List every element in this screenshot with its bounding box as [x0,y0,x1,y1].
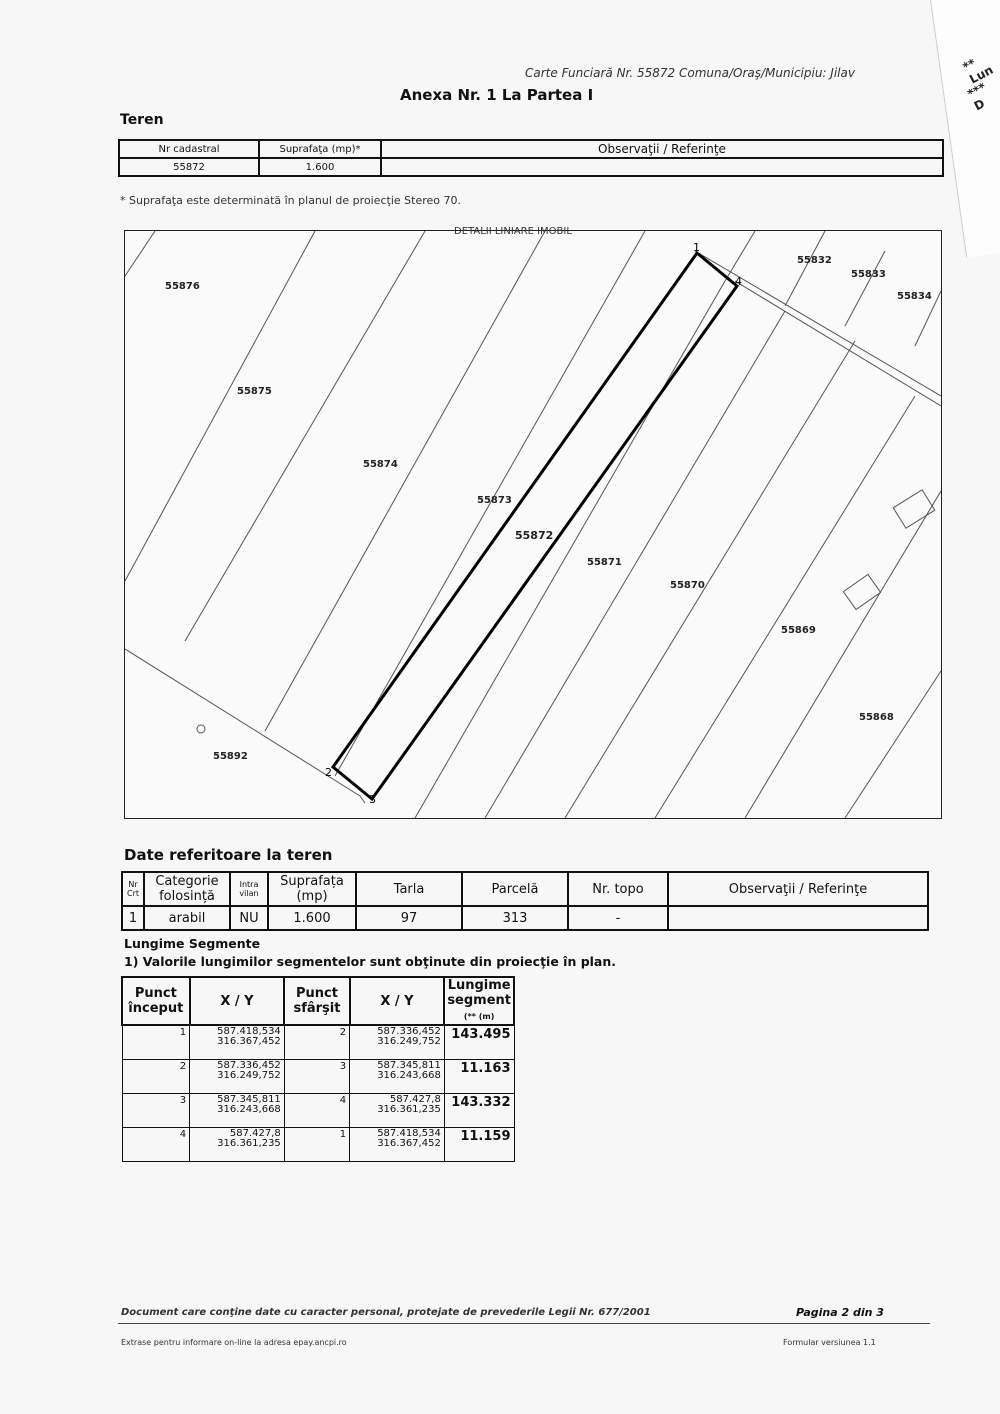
extract-notice: Extrase pentru informare on-line la adresa epay.ancpi.ro [121,1338,347,1347]
parcel-label: 55833 [851,269,886,280]
coord-y: 316.249,752 [377,1036,441,1047]
teren-heading: Teren [120,112,164,128]
cell-end: 1 [284,1128,349,1162]
boundary-line [725,231,755,281]
building-outline [843,574,880,609]
coord-y: 316.361,235 [217,1138,281,1149]
coord-x: 587.427,8 [389,1094,441,1105]
cell-categorie: arabil [144,906,230,930]
cell-tarla: 97 [356,906,462,930]
table-row [122,1128,514,1162]
coord-x: 587.345,811 [217,1094,281,1105]
boundary-line [485,311,785,818]
parcel-label: 55876 [165,281,200,292]
marker-circle [197,725,205,733]
coord-x: 587.336,452 [217,1060,281,1071]
map-drawing [125,231,941,818]
cell-start: 4 [122,1128,190,1162]
parcel-boundaries [125,231,941,818]
point-label: 4 [735,275,742,288]
coord-x: 587.427,8 [229,1128,281,1139]
cell-observatii [668,906,928,930]
header-nr-topo: Nr. topo [568,872,668,906]
table-row [122,1060,514,1094]
coord-y: 316.361,235 [377,1104,441,1115]
header-observatii: Observaţii / Referinţe [668,872,928,906]
cell-parcela: 313 [462,906,568,930]
boundary-line [125,231,315,581]
parcel-label: 55870 [670,580,705,591]
coord-x: 587.345,811 [377,1060,441,1071]
cell-xy-start [190,1060,285,1094]
coord-y: 316.367,452 [377,1138,441,1149]
parcel-label-main: 55872 [515,529,554,542]
point-label: 3 [369,793,376,806]
header-lungime [444,977,514,1025]
header-punct-inceput: Punct început [122,977,190,1025]
cell-xy-end [350,1094,445,1128]
cell-xy-start [190,1094,285,1128]
map-title: DETALII LINIARE IMOBIL [454,226,572,237]
teren-table [118,139,944,177]
table-row [122,906,928,930]
parcel-55872-outline [333,253,737,799]
coord-x: 587.336,452 [377,1026,441,1037]
boundary-line [125,231,155,276]
header-nr-cadastral: Nr cadastral [119,140,259,158]
coord-y: 316.243,668 [217,1104,281,1115]
cell-xy-start [190,1025,285,1060]
building-outline [893,490,935,528]
parcel-label: 55832 [797,255,832,266]
boundary-line [415,281,725,818]
parcel-label: 55873 [477,495,512,506]
cell-xy-start [190,1128,285,1162]
parcel-label: 55869 [781,625,816,636]
parcel-label: 55892 [213,751,248,762]
road-edge [695,251,941,396]
suprafata-footnote: * Suprafaţa este determinată în planul de proiecţie Stereo 70. [120,194,462,207]
header-suprafata: Suprafața (mp) [268,872,356,906]
date-teren-heading: Date referitoare la teren [124,846,333,864]
parcel-label: 55868 [859,712,894,723]
header-xy-1: X / Y [190,977,285,1025]
cell-suprafata: 1.600 [259,158,381,176]
point-labels [325,241,742,806]
cell-observatii [381,158,943,176]
coord-y: 316.243,668 [377,1070,441,1081]
cell-end: 4 [284,1094,349,1128]
cell-xy-end [350,1025,445,1060]
table-row [122,1025,514,1060]
carte-funciara-header: Carte Funciară Nr. 55872 Comuna/Oraş/Municipiu: Jilav [525,66,855,80]
edge-text-1: ** Lun [960,55,996,87]
parcel-label: 55834 [897,291,932,302]
header-xy-2: X / Y [350,977,445,1025]
segmente-subheading: 1) Valorile lungimilor segmentelor sunt obţinute din proiecţie în plan. [124,954,617,969]
boundary-line [785,231,825,306]
date-teren-table [121,871,929,931]
form-version: Formular versiunea 1.1 [783,1338,876,1347]
boundary-line [565,341,855,818]
coord-y: 316.367,452 [217,1036,281,1047]
cell-start: 3 [122,1094,190,1128]
header-lungime-label: Lungime segment [447,978,512,1008]
page-number: Pagina 2 din 3 [796,1306,884,1319]
cell-suprafata: 1.600 [268,906,356,930]
cell-nr-crt: 1 [122,906,144,930]
cell-intravilan: NU [230,906,268,930]
boundary-line [655,396,915,818]
edge-text-2: *** D [965,79,989,114]
boundary-line [745,491,941,818]
header-observatii: Observaţii / Referinţe [381,140,943,158]
coord-x: 587.418,534 [377,1128,441,1139]
header-intravilan: Intra vilan [230,872,268,906]
parcel-label: 55875 [237,386,272,397]
parcel-label: 55874 [363,459,398,470]
personal-data-notice: Document care conţine date cu caracter personal, protejate de prevederile Legii Nr. 677/2001 [121,1307,651,1318]
cell-nr-cadastral: 55872 [119,158,259,176]
header-punct-sfarsit: Punct sfârşit [284,977,349,1025]
header-lungime-unit: (** (m) [463,1012,495,1021]
boundary-line [185,231,425,641]
point-label: 2 [325,766,332,779]
cell-length: 143.332 [444,1094,514,1128]
header-categorie: Categorie folosință [144,872,230,906]
document-title: Anexa Nr. 1 La Partea I [400,86,594,104]
header-tarla: Tarla [356,872,462,906]
boundary-line [845,251,885,326]
coord-y: 316.249,752 [217,1070,281,1081]
boundary-line [845,671,941,818]
boundary-line [360,796,365,803]
table-row [122,1094,514,1128]
cell-length: 11.159 [444,1128,514,1162]
parcel-label: 55871 [587,557,622,568]
header-suprafata: Suprafaţa (mp)* [259,140,381,158]
segmente-table [121,976,515,1162]
segmente-heading: Lungime Segmente [124,936,261,951]
cell-length: 143.495 [444,1025,514,1060]
cell-end: 2 [284,1025,349,1060]
cadastral-map [124,230,942,819]
cell-start: 1 [122,1025,190,1060]
header-nr-crt: Nr Crt [122,872,144,906]
adjacent-page-edge [930,0,1000,257]
cell-end: 3 [284,1060,349,1094]
footer-divider [118,1323,930,1324]
cell-nr-topo: - [568,906,668,930]
cell-length: 11.163 [444,1060,514,1094]
cell-xy-end [350,1060,445,1094]
header-parcela: Parcelă [462,872,568,906]
cell-start: 2 [122,1060,190,1094]
coord-x: 587.418,534 [217,1026,281,1037]
cell-xy-end [350,1128,445,1162]
point-label: 1 [693,241,700,254]
